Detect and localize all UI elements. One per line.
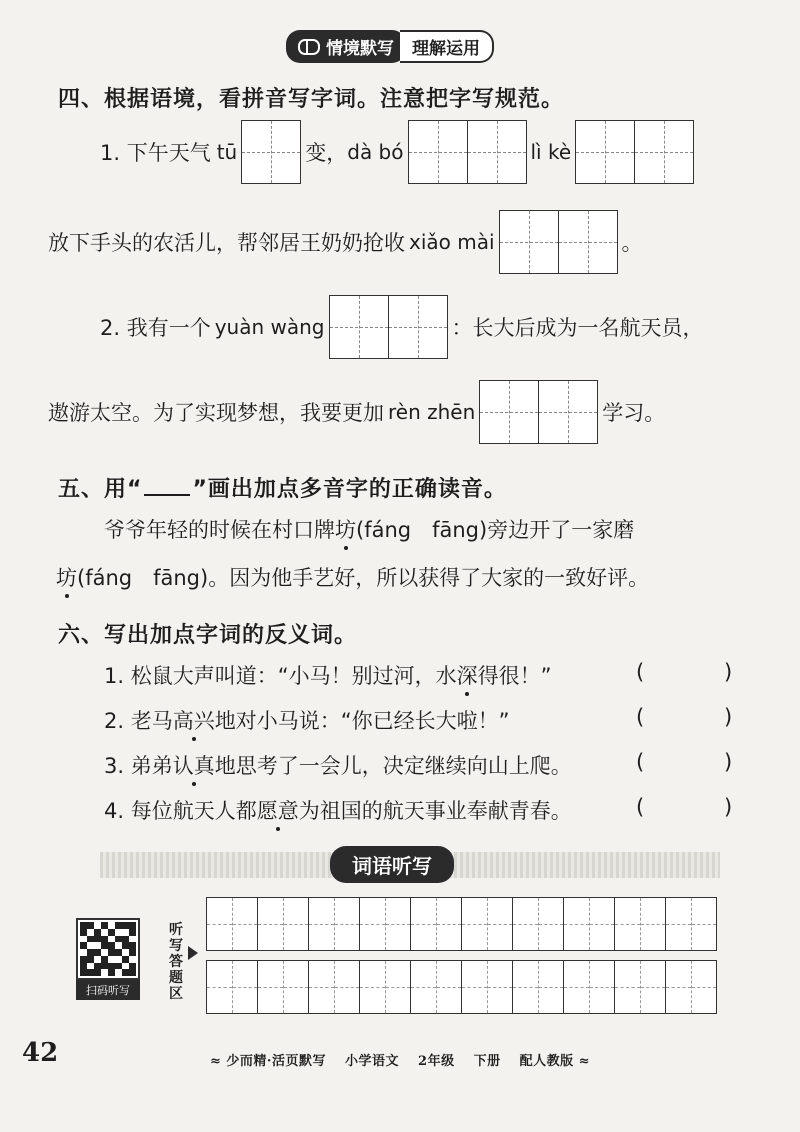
book-icon — [298, 39, 320, 55]
answer-grid[interactable] — [499, 210, 618, 274]
dictation-grid-row-1[interactable] — [206, 897, 717, 951]
answer-paren-close: ) — [724, 705, 733, 729]
answer-paren-close: ) — [724, 795, 733, 819]
answer-paren-close: ) — [724, 750, 733, 774]
s5-para-line2: 坊 (fáng fāng)。因为他手艺好，所以获得了大家的一致好评。 — [56, 562, 649, 592]
answer-paren-open: ( — [636, 795, 645, 819]
answer-paren-open: ( — [636, 660, 645, 684]
s6-item-4: 4. 每位航天人都 愿意 为祖国的航天事业奉献青春。 — [104, 795, 572, 825]
answer-paren-open: ( — [636, 750, 645, 774]
underline-sample — [144, 494, 190, 496]
answer-grid[interactable] — [408, 120, 527, 184]
s4-q2-line1: 2. 我有一个 yuàn wàng ：长大后成为一名航天员， — [100, 295, 704, 359]
qr-label: 扫码听写 — [76, 980, 140, 1000]
section4-title: 四、根据语境，看拼音写字词。注意把字写规范。 — [58, 87, 565, 112]
footer-info: ≈ 少而精·活页默写 小学语文 2年级 下册 配人教版 ≈ — [210, 1054, 591, 1069]
s4-q1-line2: 放下手头的农活儿，帮邻居王奶奶抢收 xiǎo mài 。 — [48, 210, 643, 274]
section6-title: 六、写出加点字词的反义词。 — [58, 623, 358, 648]
tab-sub: 理解运用 — [400, 30, 494, 63]
answer-grid[interactable] — [479, 380, 598, 444]
answer-paren-open: ( — [636, 705, 645, 729]
s4-q2-line2: 遨游太空。为了实现梦想，我要更加 rèn zhēn 学习。 — [48, 380, 665, 444]
answer-grid-2[interactable] — [241, 120, 301, 184]
page-number: 42 — [22, 1038, 59, 1068]
dictation-title: 词语听写 — [330, 846, 454, 883]
arrow-right-icon — [188, 946, 198, 960]
s6-item-1: 1. 松鼠大声叫道：“小马！别过河，水 深 得很！” — [104, 660, 551, 690]
tab-main: 情境默写 — [286, 30, 406, 63]
s4-q1-line1: 1. 下午天气 tū 变， dà bó lì kè — [100, 120, 698, 184]
answer-grid[interactable] — [575, 120, 694, 184]
answer-grid[interactable] — [329, 295, 448, 359]
s6-item-3: 3. 弟弟 认真 地思考了一会儿，决定继续向山上爬。 — [104, 750, 572, 780]
s6-item-2: 2. 老马 高兴 地对小马说：“你已经长大啦！” — [104, 705, 509, 735]
answer-area-label: 听写答题区 — [169, 922, 183, 1002]
answer-paren-close: ) — [724, 660, 733, 684]
header-tabs — [286, 30, 494, 63]
dictation-grid-row-2[interactable] — [206, 960, 717, 1014]
section5-title: 五、用“ ”画出加点多音字的正确读音。 — [58, 477, 507, 502]
qr-code-icon[interactable] — [76, 918, 140, 980]
s5-para-line1: 爷爷年轻的时候在村口牌 坊 (fáng fāng)旁边开了一家磨 — [104, 514, 634, 544]
